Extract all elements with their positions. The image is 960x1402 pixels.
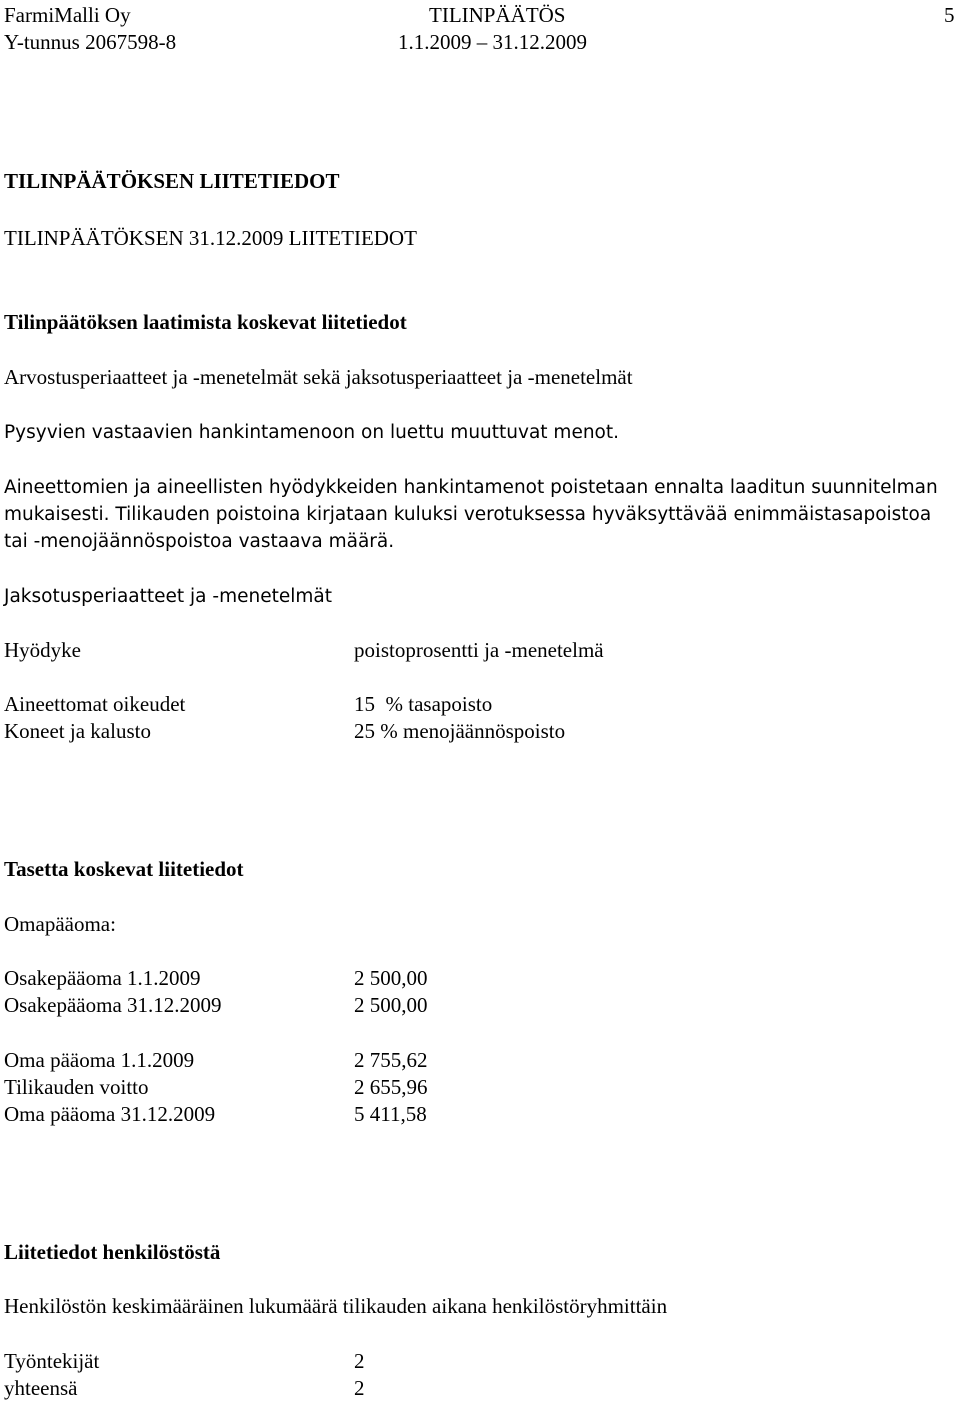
personnel-row-value: 2 <box>354 1349 365 1373</box>
share-capital-value: 2 500,00 <box>354 966 428 990</box>
equity-label: Omapääoma: <box>4 912 116 936</box>
equity-row-label: Tilikauden voitto <box>4 1075 149 1099</box>
preparation-heading: Tilinpäätöksen laatimista koskevat liitetiedot <box>4 310 407 334</box>
balance-heading: Tasetta koskevat liitetiedot <box>4 857 244 881</box>
personnel-row-label: yhteensä <box>4 1376 78 1400</box>
accrual-title: Jaksotusperiaatteet ja -menetelmät <box>4 586 332 607</box>
personnel-row-label: Työntekijät <box>4 1349 100 1373</box>
table-header-method: poistoprosentti ja -menetelmä <box>354 638 604 662</box>
main-heading: TILINPÄÄTÖKSEN LIITETIEDOT <box>4 169 340 193</box>
equity-row-value: 2 755,62 <box>354 1048 428 1072</box>
principles-title: Arvostusperiaatteet ja -menetelmät sekä jaksotusperiaatteet ja -menetelmät <box>4 365 633 389</box>
equity-row-label: Oma pääoma 31.12.2009 <box>4 1102 216 1126</box>
share-capital-label: Osakepääoma 1.1.2009 <box>4 966 201 990</box>
company-name: FarmiMalli Oy <box>4 3 131 27</box>
depreciation-paragraph <box>4 474 956 555</box>
personnel-row-value: 2 <box>354 1376 365 1400</box>
sub-heading: TILINPÄÄTÖKSEN 31.12.2009 LIITETIEDOT <box>4 226 417 250</box>
equity-row-label: Oma pääoma 1.1.2009 <box>4 1048 195 1072</box>
table-cell-method: 25 % menojäännöspoisto <box>354 719 566 743</box>
table-cell-asset: Aineettomat oikeudet <box>4 692 186 716</box>
equity-row-value: 5 411,58 <box>354 1102 427 1126</box>
table-cell-method: 15 % tasapoisto <box>354 692 493 716</box>
business-id: Y-tunnus 2067598-8 <box>4 30 177 54</box>
depreciation-line: mukaisesti. Tilikauden poistoina kirjataan kuluksi verotuksessa hyväksyttävää enimmäistasapoistoa <box>4 504 932 525</box>
document-title: TILINPÄÄTÖS <box>429 3 566 27</box>
page-number: 5 <box>944 3 955 27</box>
depreciation-line: Aineettomien ja aineellisten hyödykkeiden hankintamenot poistetaan ennalta laaditun suunnitelman <box>4 477 938 498</box>
equity-row-value: 2 655,96 <box>354 1075 428 1099</box>
fixed-assets-note: Pysyvien vastaavien hankintamenoon on luettu muuttuvat menot. <box>4 422 620 443</box>
table-header-asset: Hyödyke <box>4 638 81 662</box>
personnel-description: Henkilöstön keskimääräinen lukumäärä tilikauden aikana henkilöstöryhmittäin <box>4 1294 668 1318</box>
fiscal-period: 1.1.2009 – 31.12.2009 <box>398 30 587 54</box>
share-capital-label: Osakepääoma 31.12.2009 <box>4 993 222 1017</box>
table-cell-asset: Koneet ja kalusto <box>4 719 151 743</box>
share-capital-value: 2 500,00 <box>354 993 428 1017</box>
personnel-heading: Liitetiedot henkilöstöstä <box>4 1240 221 1264</box>
depreciation-line: tai -menojäännöspoistoa vastaava määrä. <box>4 531 395 552</box>
